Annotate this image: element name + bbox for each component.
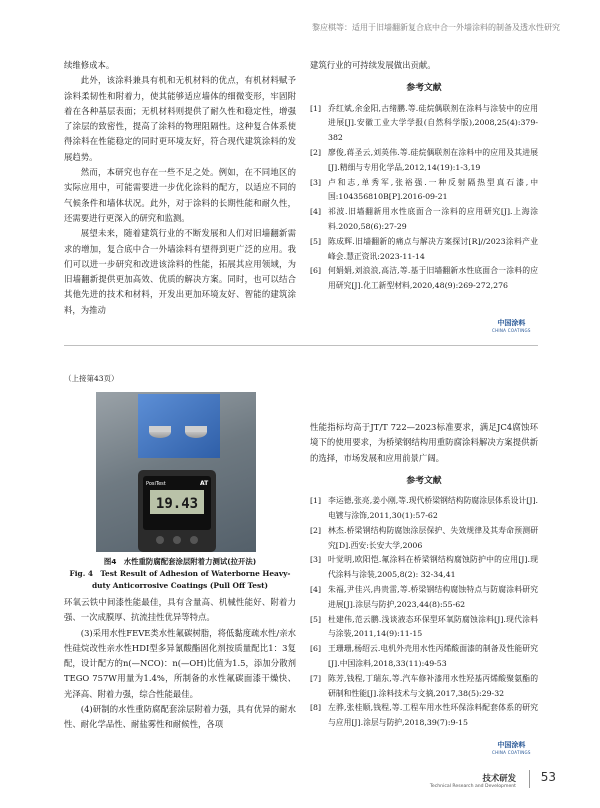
reference-number: [6]: [310, 644, 322, 654]
logo-text: 中国涂料: [497, 741, 526, 749]
reference-item: [310, 613, 538, 643]
reference-number: [3]: [310, 177, 322, 187]
figure-caption: [64, 556, 296, 592]
reference-item: [310, 701, 538, 731]
reference-text: 乔红斌,余金阳,古绪鹏.等.硅烷偶联剂在涂料与涂装中的应用进展[J].安徽工业大学学报(自然科学版),2008,25(4):379-382: [328, 103, 538, 143]
reference-number: [1]: [310, 496, 322, 506]
reference-number: [7]: [310, 673, 322, 683]
adhesion-tester-illustration: [96, 392, 256, 552]
reference-text: 左骅,张桂顺,钱程,等.工程车用水性环保涂料配套体系的研究与应用[J].涂层与防护,2018,39(7):9-15: [328, 703, 538, 728]
footer-section-label: [430, 772, 516, 789]
reference-item: [310, 494, 538, 524]
section-divider: [64, 345, 538, 346]
reference-text: 林杰.桥梁钢结构防腐蚀涂层保护、失效规律及其寿命预测研究[D].西安:长安大学,2006: [328, 525, 538, 550]
reference-item: [310, 205, 538, 235]
reference-item: [310, 102, 538, 146]
reference-item: [310, 235, 538, 265]
figure-photo: [96, 392, 256, 552]
reference-number: [2]: [310, 147, 322, 157]
continued-note: （上接第43页）: [64, 374, 119, 383]
running-header: 黎应棋等：适用于旧墙翻新复合底中合一外墙涂料的制备及透水性研究: [312, 23, 560, 32]
figure-caption-cn: 图4 水性重防腐配套涂层附着力测试(拉开法): [103, 557, 257, 566]
reference-number: [4]: [310, 584, 322, 594]
logo-text: 中国涂料: [497, 319, 526, 327]
reference-text: 陈芳,钱程,丁瑞东,等.汽车修补漆用水性羟基丙烯酸聚氨酯的研制和性能[J].涂料技术与文摘,2017,38(5):29-32: [328, 673, 538, 698]
reference-text: 李运德,张亮,姜小刚,等.现代桥梁钢结构防腐涂层体系设计[J].电镀与涂饰,2011,30(1):57-62: [328, 496, 538, 520]
reference-number: [3]: [310, 555, 322, 565]
reference-number: [5]: [310, 614, 322, 624]
paragraph: (3)采用水性FEVE类水性氟碳树脂，将低黏度疏水性/亲水性硅烷改性亲水性HDI型多异氰酸酯固化剂按质量配比1：3复配，设计配方的n(—NCO)：n(—OH)比值为1.5，添加分散剂TEGO 757W用量为1.4%，所制备的水性氟碳面漆干燥快、光泽高、附着力强，综合性能最佳。: [64, 627, 296, 699]
page-number: 53: [540, 770, 556, 784]
journal-logo: [492, 318, 531, 333]
reference-text: 祁波.旧墙翻新用水性底面合一涂料的应用研究[J].上海涂料.2020,58(6):27-29: [328, 207, 538, 231]
reference-item: [310, 583, 538, 613]
article-body-bottom-left: [64, 595, 296, 733]
reference-item: [310, 524, 538, 554]
paragraph: 然而，本研究也存在一些不足之处。例如，在不同地区的实际应用中，可能需要进一步优化涂料的配方，以适应不同的气候条件和墙体状况。此外，对于涂料的长期性能和耐久性，还需要进行更深入的研究和监测。: [64, 167, 296, 223]
paragraph: 续维修成本。: [64, 60, 115, 70]
reference-number: [6]: [310, 266, 322, 276]
reference-text: 廖俊,蒋圣云,刘英伟.等.硅烷偶联剂在涂料中的应用及其进展[J].精细与专用化学品,2012,14(19):1-3,19: [328, 147, 538, 172]
journal-logo: [492, 740, 531, 755]
reference-number: [1]: [310, 103, 322, 113]
reference-text: 杜建伟,范云鹏.浅谈液态环保型环氧防腐蚀涂料[J].现代涂料与涂装,2011,14(9):11-15: [328, 614, 538, 639]
reference-number: [4]: [310, 207, 322, 217]
paragraph: (4)研制的水性重防腐配套涂层附着力强，具有优异的耐水性、耐化学品性、耐盐雾性和耐候性，各项: [64, 704, 296, 730]
article-body-top-left: [64, 58, 296, 318]
reference-item: [310, 642, 538, 672]
reference-number: [5]: [310, 236, 322, 246]
reference-text: 王珊珊,杨绍云.电机外壳用水性丙烯酸面漆的制备及性能研究[J].中国涂料,2018,33(11):49-53: [328, 644, 538, 668]
figure-caption-en: Fig. 4 Test Result of Adhesion of Waterborne Heavy-duty Anticorrosive Coatings (Pull Off Test): [69, 569, 291, 590]
logo-subtext: CHINA COATINGS: [492, 328, 531, 333]
device-brand: PosiTest: [146, 481, 166, 487]
reference-number: [2]: [310, 525, 322, 535]
article-body-bottom-right: [310, 420, 538, 731]
article-body-top-right: [310, 58, 538, 294]
reference-item: [310, 146, 538, 176]
logo-subtext: CHINA COATINGS: [492, 750, 531, 755]
reference-number: [8]: [310, 703, 322, 713]
reference-text: 卢和志,单秀军,张裕强.一种反射隔热型真石漆,中国:104356810B[P].2016-09-21: [328, 177, 538, 202]
paragraph: 建筑行业的可持续发展做出贡献。: [310, 60, 436, 70]
footer-section-cn: 技术研发: [482, 773, 516, 783]
paragraph: 环氧云铁中间漆性能最佳，具有含量高、机械性能好、附着力强、一次成膜厚、抗流挂性优异等特点。: [64, 597, 296, 623]
paragraph: 展望未来，随着建筑行业的不断发展和人们对旧墙翻新需求的增加，复合底中合一外墙涂料有望得到更广泛的应用。我们可以进一步研究和改进该涂料的性能，拓展其应用领域，为旧墙翻新提供更加高效、优质的解决方案。同时，也可以结合其他先进的技术和材料，开发出更加环境友好、智能的建筑涂料，为推动: [64, 228, 296, 315]
reference-text: 朱福,尹佳兴,冉贵雷,等.桥梁钢结构腐蚀特点与防腐涂料研究进展[J].涂层与防护,2023,44(8):55-62: [328, 584, 538, 609]
footer-section-en: Technical Research and Development: [429, 784, 516, 789]
paragraph: 性能指标均高于JT/T 722—2023标准要求，满足JC4腐蚀环境下的使用要求，为桥梁钢结构用重防腐涂料解决方案提供新的选择，市场发展和应用前景广阔。: [310, 422, 538, 463]
display-value: 19.43: [155, 496, 199, 512]
footer-divider: [529, 770, 530, 788]
reference-list: [310, 494, 538, 731]
reference-item: [310, 672, 538, 702]
references-title: 参考文献: [406, 475, 442, 486]
reference-list: [310, 102, 538, 294]
reference-item: [310, 264, 538, 294]
reference-text: 何娟娟,刘浪浪,高洁,等.基于旧墙翻新水性底面合一涂料的应用研究[J].化工新型材料,2020,48(9):269-272,276: [328, 266, 538, 291]
device-model: AT: [200, 480, 209, 487]
reference-item: [310, 176, 538, 206]
references-title: 参考文献: [406, 83, 442, 94]
paragraph: 此外，该涂料兼具有机和无机材料的优点，有机材料赋予涂料柔韧性和附着力，使其能够适应墙体的细微变形，牢固附着在各种基层表面；无机材料则提供了耐久性和稳定性，增强了涂层的致密性，提高了涂料的物理阻隔性。这种复合体系使得涂料在性能稳定的同时更环境友好，符合现代建筑涂料的发展趋势。: [64, 75, 296, 162]
reference-item: [310, 553, 538, 583]
reference-text: 叶觉明,欧阳恺.氟涂料在桥梁钢结构腐蚀防护中的应用[J].现代涂料与涂装,2005,8(2): 32-34,41: [328, 555, 538, 580]
reference-text: 陈成辉.旧墙翻新的痛点与解决方案探讨[R]//2023涂料产业峰会.慧正资讯:2023-11-14: [328, 236, 538, 261]
